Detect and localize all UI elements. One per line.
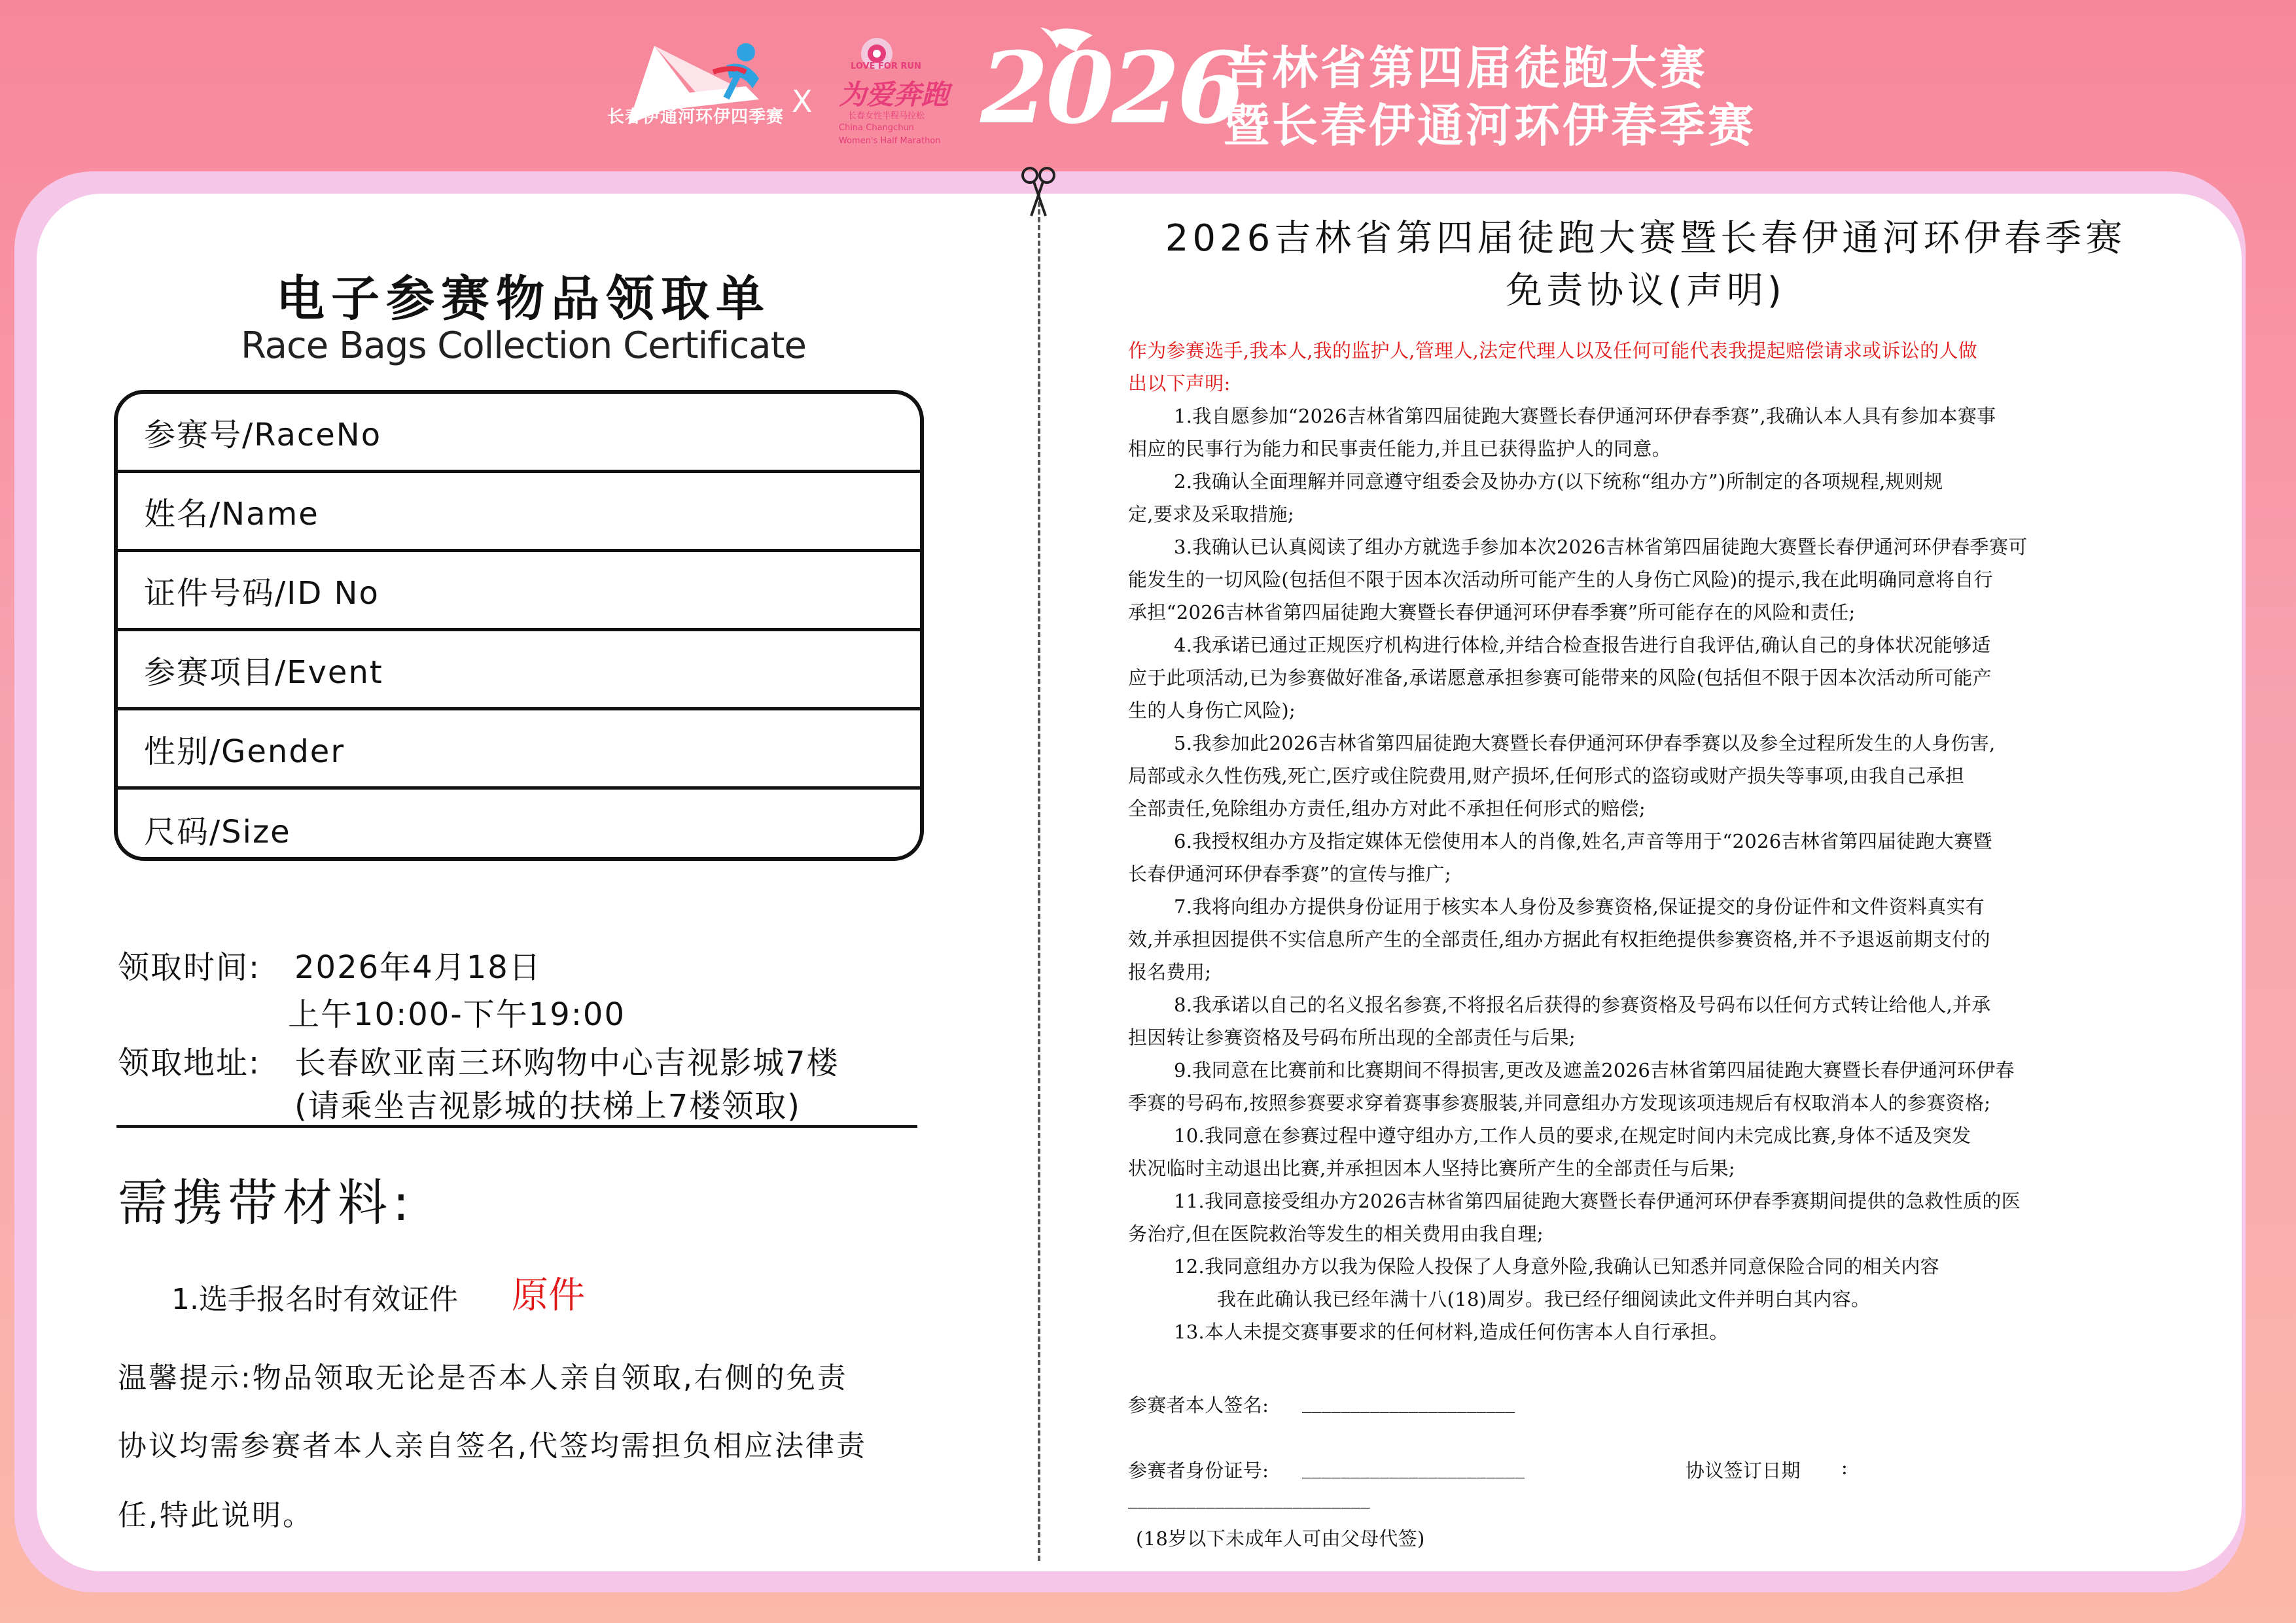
tip-line-2: 协议均需参赛者本人亲自签名,代签均需担负相应法律责 bbox=[118, 1429, 867, 1463]
clause-5-line-1: 5.我参加此2026吉林省第四届徒跑大赛暨长春伊通河环伊春季赛以及参全过程所发生的人身伤害, bbox=[1174, 732, 1996, 754]
pickup-address-label: 领取地址: bbox=[118, 1045, 261, 1081]
clause-8-line-1: 8.我承诺以自己的名义报名参赛,不将报名后获得的参赛资格及号码布以任何方式转让给他人,并承 bbox=[1174, 994, 1991, 1016]
waiver-intro-line-2: 出以下声明: bbox=[1128, 372, 1231, 394]
id-number-field[interactable]: _______________________ bbox=[1302, 1456, 1525, 1478]
signature-field[interactable]: ______________________ bbox=[1302, 1391, 1515, 1413]
clause-9-line-1: 9.我同意在比赛前和比赛期间不得损害,更改及遮盖2026吉林省第四届徒跑大赛暨长春伊通河环伊春 bbox=[1174, 1059, 2015, 1081]
participant-info-form bbox=[114, 390, 924, 861]
form-row-event: 参赛项目/Event bbox=[118, 631, 920, 710]
clause-7-line-2: 效,并承担因提供不实信息所产生的全部责任,组办方据此有权拒绝提供参赛资格,并不予退返前期支付的 bbox=[1128, 928, 1990, 951]
clause-12-line-1: 12.我同意组办方以我为保险人投保了人身意外险,我确认已知悉并同意保险合同的相关内容 bbox=[1174, 1255, 1939, 1278]
race-logo-text: 长春伊通河环伊四季赛 bbox=[607, 107, 785, 127]
pickup-address-note: (请乘坐吉视影城的扶梯上7楼领取) bbox=[294, 1088, 801, 1125]
clause-2-line-2: 定,要求及采取措施; bbox=[1128, 503, 1294, 525]
cut-line-divider bbox=[1038, 194, 1040, 1561]
clause-5-line-3: 全部责任,免除组办方责任,组办方对此不承担任何形式的赔偿; bbox=[1128, 797, 1646, 820]
clause-8-line-2: 担因转让参赛资格及号码布所出现的全部责任与后果; bbox=[1128, 1026, 1576, 1049]
clause-3-line-1: 3.我确认已认真阅读了组办方就选手参加本次2026吉林省第四届徒跑大赛暨长春伊通河环伊春季赛可 bbox=[1174, 536, 2028, 558]
id-number-label: 参赛者身份证号: bbox=[1128, 1459, 1269, 1482]
clause-7-line-3: 报名费用; bbox=[1128, 961, 1212, 983]
materials-heading: 需携带材料: bbox=[118, 1174, 415, 1232]
collection-title: 电子参赛物品领取单 bbox=[276, 271, 771, 327]
clause-3-line-3: 承担“2026吉林省第四届徒跑大赛暨长春伊通河环伊春季赛”所可能存在的风险和责任; bbox=[1128, 601, 1856, 623]
pickup-date: 2026年4月18日 bbox=[294, 949, 542, 986]
pickup-time-label: 领取时间: bbox=[118, 949, 261, 986]
clause-10-line-2: 状况临时主动退出比赛,并承担因本人坚持比赛所产生的全部责任与后果; bbox=[1128, 1157, 1735, 1179]
pickup-hours: 上午10:00-下午19:00 bbox=[288, 996, 626, 1033]
collab-x: X bbox=[792, 84, 813, 119]
clause-1-line-1: 1.我自愿参加“2026吉林省第四届徒跑大赛暨长春伊通河环伊春季赛”,我确认本人具有参加本赛事 bbox=[1174, 405, 1996, 427]
form-row-raceno: 参赛号/RaceNo bbox=[118, 394, 920, 473]
material-item-1-emphasis: 原件 bbox=[512, 1274, 585, 1317]
clause-4-line-3: 生的人身伤亡风险); bbox=[1128, 699, 1296, 722]
clause-11-line-1: 11.我同意接受组办方2026吉林省第四届徒跑大赛暨长春伊通河环伊春季赛期间提供的急救性质的医 bbox=[1174, 1190, 2021, 1212]
form-row-name: 姓名/Name bbox=[118, 473, 920, 552]
waiver-title-line2: 免责协议(声明) bbox=[1506, 270, 1786, 312]
form-row-size: 尺码/Size bbox=[144, 814, 291, 850]
clause-6-line-1: 6.我授权组办方及指定媒体无偿使用本人的肖像,姓名,声音等用于“2026吉林省第四届徒跑大赛暨 bbox=[1174, 830, 1992, 852]
clause-9-line-2: 季赛的号码布,按照参赛要求穿着赛事参赛服装,并同意组办方发现该项违规后有权取消本人的参赛资格; bbox=[1128, 1092, 1991, 1114]
year-logo: 2026 bbox=[980, 31, 1243, 146]
clause-5-line-2: 局部或永久性伤残,死亡,医疗或住院费用,财产损坏,任何形式的盗窃或财产损失等事项,由我自己承担 bbox=[1128, 765, 1965, 787]
clause-13-line-1: 13.本人未提交赛事要求的任何材料,造成任何伤害本人自行承担。 bbox=[1174, 1321, 1729, 1343]
waiver-title-line1: 2026吉林省第四届徒跑大赛暨长春伊通河环伊春季赛 bbox=[1165, 217, 2127, 260]
form-row-gender: 性别/Gender bbox=[118, 710, 920, 790]
clause-12-line-2: 我在此确认我已经年满十八(18)周岁。我已经仔细阅读此文件并明白其内容。 bbox=[1217, 1288, 1871, 1310]
header-title-line2: 暨长春伊通河环伊春季赛 bbox=[1224, 99, 1756, 152]
collection-subtitle: Race Bags Collection Certificate bbox=[241, 324, 806, 367]
clause-2-line-1: 2.我确认全面理解并同意遵守组委会及协办方(以下统称“组办方”)所制定的各项规程,规则规 bbox=[1174, 470, 1943, 493]
material-item-1: 1.选手报名时有效证件 bbox=[171, 1283, 458, 1316]
clause-1-line-2: 相应的民事行为能力和民事责任能力,并且已获得监护人的同意。 bbox=[1128, 438, 1671, 460]
clause-11-line-2: 务治疗,但在医院救治等发生的相关费用由我自理; bbox=[1128, 1223, 1544, 1245]
tip-line-3: 任,特此说明。 bbox=[118, 1499, 313, 1532]
logo2-sub2: China Changchun bbox=[839, 123, 914, 133]
clause-6-line-2: 长春伊通河环伊春季赛”的宣传与推广; bbox=[1128, 863, 1451, 885]
clause-7-line-1: 7.我将向组办方提供身份证用于核实本人身份及参赛资格,保证提交的身份证件和文件资料真实有 bbox=[1174, 896, 1985, 918]
agreement-date-field[interactable]: _________________________ bbox=[1128, 1486, 1370, 1509]
header-banner bbox=[0, 0, 2296, 170]
clause-4-line-2: 应于此项活动,已为参赛做好准备,承诺愿意承担参赛可能带来的风险(包括但不限于因本次活动所可能产 bbox=[1128, 667, 1992, 689]
guardian-note: (18岁以下未成年人可由父母代签) bbox=[1136, 1527, 1425, 1550]
logo2-sub3: Women's Half Marathon bbox=[839, 136, 941, 146]
info-divider bbox=[116, 1125, 917, 1128]
waiver-intro-line-1: 作为参赛选手,我本人,我的监护人,管理人,法定代理人以及任何可能代表我提起赔偿请求或诉讼的人做 bbox=[1128, 340, 1977, 362]
logo2-tagline: LOVE FOR RUN bbox=[851, 61, 921, 71]
tip-line-1: 温馨提示:物品领取无论是否本人亲自领取,右侧的免责 bbox=[118, 1361, 848, 1395]
form-row-id: 证件号码/ID No bbox=[118, 552, 920, 631]
clause-4-line-1: 4.我承诺已通过正规医疗机构进行体检,并结合检查报告进行自我评估,确认自己的身体状况能够适 bbox=[1174, 634, 1991, 656]
pickup-address: 长春欧亚南三环购物中心吉视影城7楼 bbox=[294, 1045, 839, 1081]
clause-3-line-2: 能发生的一切风险(包括但不限于因本次活动所可能产生的人身伤亡风险)的提示,我在此明确同意将自行 bbox=[1128, 568, 1993, 591]
logo2-chinese: 为爱奔跑 bbox=[839, 79, 949, 111]
clause-10-line-1: 10.我同意在参赛过程中遵守组办方,工作人员的要求,在规定时间内未完成比赛,身体不适及突发 bbox=[1174, 1125, 1971, 1147]
logo2-sub1: 长春女性半程马拉松 bbox=[848, 111, 925, 121]
agreement-date-colon: : bbox=[1841, 1456, 1848, 1478]
agreement-date-label: 协议签订日期 bbox=[1686, 1459, 1801, 1482]
header-title-line1: 吉林省第四届徒跑大赛 bbox=[1224, 41, 1708, 95]
signature-label: 参赛者本人签名: bbox=[1128, 1394, 1269, 1416]
